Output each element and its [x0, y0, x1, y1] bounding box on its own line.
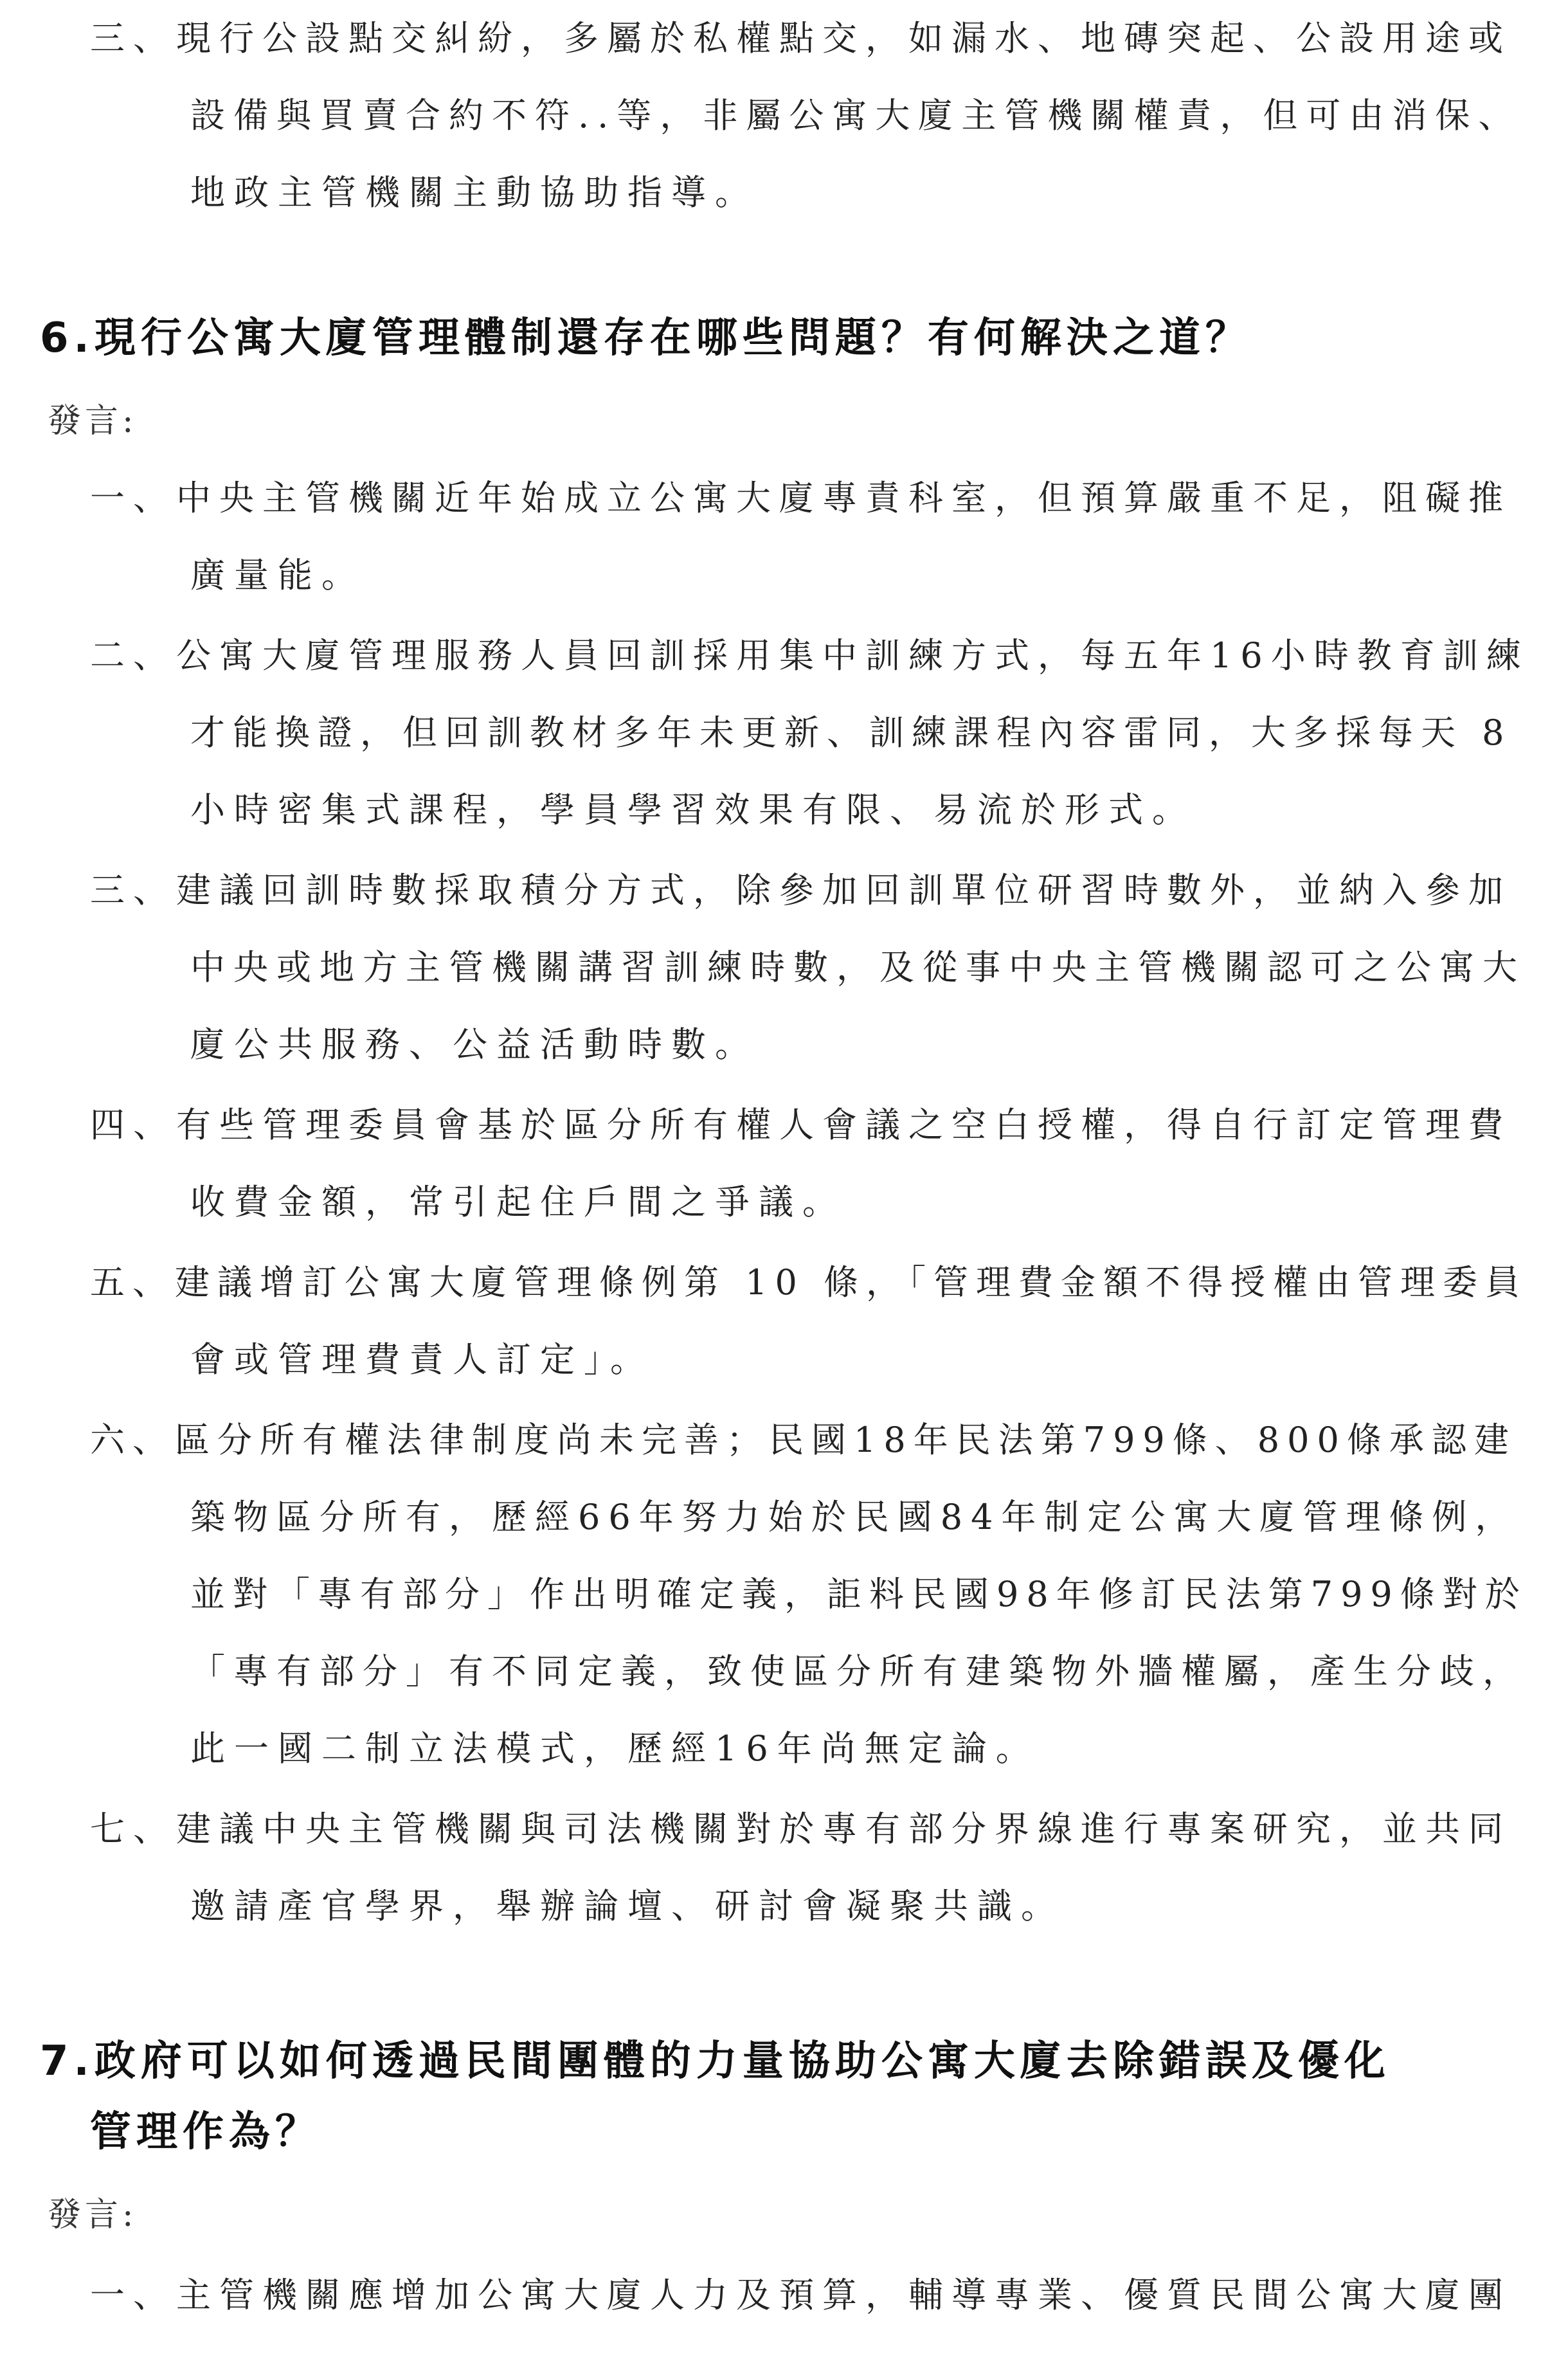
s6-item6-line4: 「專有部分」有不同定義，致使區分所有建築物外牆權屬，產生分歧， [190, 1651, 1526, 1692]
s6-item2-line1: 二、公寓大廈管理服務人員回訓採用集中訓練方式，每五年16小時教育訓練 [90, 635, 1529, 676]
s6-item6-line1: 六、區分所有權法律制度尚未完善；民國18年民法第799條、800條承認建 [90, 1420, 1517, 1460]
s6-item5-line1: 五、建議增訂公寓大廈管理條例第 10 條，「管理費金額不得授權由管理委員 [90, 1262, 1528, 1303]
s6-item7-line1: 七、建議中央主管機關與司法機關對於專有部分界線進行專案研究，並共同 [90, 1809, 1511, 1849]
s6-item4-line1: 四、有些管理委員會基於區分所有權人會議之空白授權，得自行訂定管理費 [90, 1105, 1511, 1145]
s6-item6-line2: 築物區分所有，歷經66年努力始於民國84年制定公寓大廈管理條例， [190, 1497, 1518, 1537]
section7-heading-line2: 管理作為？ [90, 2108, 321, 2156]
s5-item3-line3: 地政主管機關主動協助指導。 [190, 172, 759, 213]
s5-item3-line2: 設備與買賣合約不符..等，非屬公寓大廈主管機關權責，但可由消保、 [190, 95, 1522, 136]
section6-heading: 6.現行公寓大廈管理體制還存在哪些問題？有何解決之道？ [40, 314, 1252, 362]
s6-item6-line3: 並對「專有部分」作出明確定義，詎料民國98年修訂民法第799條對於 [190, 1574, 1527, 1614]
s7-item1-line1: 一、主管機關應增加公寓大廈人力及預算，輔導專業、優質民間公寓大廈團 [90, 2275, 1511, 2315]
s6-item2-line3: 小時密集式課程，學員學習效果有限、易流於形式。 [190, 790, 1196, 830]
section6-speech-label: 發言: [48, 402, 138, 440]
s6-item4-line2: 收費金額，常引起住戶間之爭議。 [190, 1182, 846, 1222]
s6-item3-line1: 三、建議回訓時數採取積分方式，除參加回訓單位研習時數外，並納入參加 [90, 870, 1511, 910]
s6-item5-line2: 會或管理費責人訂定」。 [190, 1339, 654, 1380]
s5-item3-line1: 三、現行公設點交糾紛，多屬於私權點交，如漏水、地磚突起、公設用途或 [90, 18, 1511, 59]
s6-item3-line3: 廈公共服務、公益活動時數。 [190, 1024, 759, 1065]
section7-heading-line1: 7.政府可以如何透過民間團體的力量協助公寓大廈去除錯誤及優化 [40, 2038, 1391, 2085]
section7-speech-label: 發言: [48, 2196, 138, 2234]
s6-item3-line2: 中央或地方主管機關講習訓練時數，及從事中央主管機關認可之公寓大 [190, 947, 1526, 988]
s6-item1-line2: 廣量能。 [190, 555, 365, 595]
s6-item6-line5: 此一國二制立法模式，歷經16年尚無定論。 [190, 1728, 1040, 1769]
s6-item7-line2: 邀請產官學界，舉辦論壇、研討會凝聚共識。 [190, 1886, 1065, 1926]
s6-item1-line1: 一、中央主管機關近年始成立公寓大廈專責科室，但預算嚴重不足，阻礙推 [90, 478, 1511, 518]
s6-item2-line2: 才能換證，但回訓教材多年未更新、訓練課程內容雷同，大多採每天 8 [190, 712, 1512, 753]
